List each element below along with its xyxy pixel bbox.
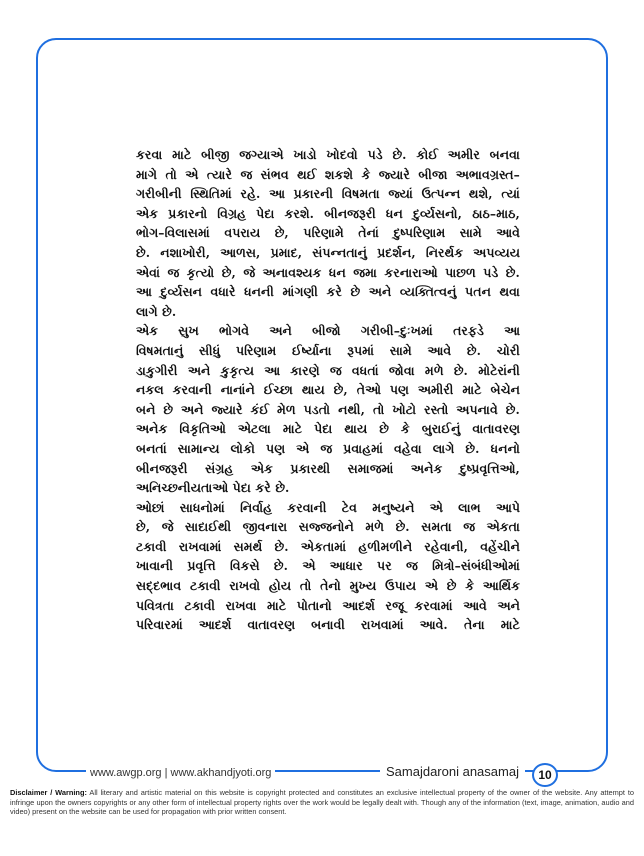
- text-line: ટકાવી રાખવામાં સમર્થ છે. એકતામાં હળીમળીને રહેવાની, વહેંચીને: [136, 538, 520, 554]
- disclaimer: [10, 788, 634, 817]
- footer-websites[interactable]: www.awgp.org | www.akhandjyoti.org: [86, 767, 275, 779]
- text-line: છે. નશાખોરી, આળસ, પ્રમાદ, સંપન્નતાનું પ્રદર્શન, નિરર્થક અપવ્યય: [136, 244, 520, 260]
- text-line: પરિવારમાં આદર્શ વાતાવરણ બનાવી રાખવામાં આવે. તેના માટે: [136, 617, 520, 633]
- text-line: સદ્દભાવ ટકાવી રાખવો હોય તો તેનો મુખ્ય ઉપાય એ છે કે આર્થિક: [136, 578, 520, 594]
- text-line: પવિત્રતા ટકાવી રાખવા માટે પોતાનો આદર્શ રજૂ કરવામાં આવે અને: [136, 597, 520, 613]
- text-line: બનતાં સામાન્ય લોકો પણ એ જ પ્રવાહમાં વહેવા લાગે છે. ધનનો: [136, 440, 520, 456]
- disclaimer-label: Disclaimer / Warning:: [10, 788, 87, 797]
- page-number: 10: [532, 763, 558, 787]
- text-line: માગે તો એ ત્યારે જ સંભવ થઈ શકશે કે જ્યારે બીજા અભાવગ્રસ્ત–: [136, 166, 520, 182]
- text-line: કરવા માટે બીજી જગ્યાએ ખાડો ખોદવો પડે છે. કોઈ અમીર બનવા: [136, 147, 520, 162]
- text-line: આ દુર્વ્યસન વધારે ધનની માંગણી કરે છે અને વ્યક્તિત્વનું પતન થવા: [136, 284, 520, 300]
- text-line: એક સુખ ભોગવે અને બીજો ગરીબી–દુઃખમાં તરફડે આ: [136, 323, 520, 339]
- text-line: નકલ કરવાની નાનાંને ઈચ્છા થાય છે, તેઓ પણ અમીરી માટે બેચેન: [136, 382, 520, 398]
- text-line: ખાવાની પ્રવૃત્તિ વિકસે છે. એ આધાર પર જ મિત્રો–સંબંધીઓમાં: [136, 558, 520, 574]
- text-line: ઓછાં સાધનોમાં નિર્વાહ કરવાની ટેવ મનુષ્યને એ લાભ આપે: [136, 499, 520, 515]
- article-body: [136, 145, 520, 635]
- footer-title: Samajdaroni anasamaj: [380, 764, 525, 779]
- text-line: ભોગ–વિલાસમાં વપરાય છે, પરિણામે તેનાં દુષ્પરિણામ સામે આવે: [136, 225, 520, 241]
- text-line: એવાં જ કૃત્યો છે, જે અનાવશ્યક ધન જમા કરનારાઓ પાછળ પડે છે.: [136, 264, 520, 280]
- page-footer: [0, 763, 644, 783]
- text-line: બીનજરૂરી સંગ્રહ એક પ્રકારથી સમાજમાં અનેક દુષ્પ્રવૃત્તિઓ,: [136, 460, 520, 476]
- disclaimer-text: All literary and artistic material on this website is copyright protected and constitutes an exclusive intellectual property of the owner of the website. Any attempt to infringe upon the owners copyrights or any other form of intellectual property rights over the work would be legally dealt with. Though any of the information (text, image, animation, audio and video) present on the website can be used for propagation with prior written consent.: [10, 788, 634, 816]
- text-line: છે, જે સાદાઈથી જીવનારા સજ્જનોને મળે છે. સમતા જ એકતા: [136, 519, 520, 535]
- text-line: અનિચ્છનીયતાઓ પેદા કરે છે.: [136, 480, 290, 496]
- text-line: અનેક વિકૃતિઓ એટલા માટે પેદા થાય છે કે બુરાઈનું વાતાવરણ: [136, 421, 520, 437]
- text-line: બને છે અને જ્યારે કંઈ મેળ પડતો નથી, તો ખોટો રસ્તો અપનાવે છે.: [136, 401, 520, 417]
- text-line: ગરીબીની સ્થિતિમાં રહે. આ પ્રકારની વિષમતા જ્યાં ઉત્પન્ન થશે, ત્યાં: [136, 186, 520, 202]
- text-line: લાગે છે.: [136, 303, 177, 319]
- text-line: વિષમતાનું સીધું પરિણામ ઈર્ષ્યાના રૂપમાં સામે આવે છે. ચોરી: [136, 342, 520, 358]
- text-line: એક પ્રકારનો વિગ્રહ પેદા કરશે. બીનજરૂરી ધન દુર્વ્યસનો, ઠાઠ–માઠ,: [136, 205, 520, 221]
- text-line: ડાકુગીરી અને કુકૃત્ય આ કારણે જ વધતાં જોવા મળે છે. મોટેરાંની: [136, 362, 520, 378]
